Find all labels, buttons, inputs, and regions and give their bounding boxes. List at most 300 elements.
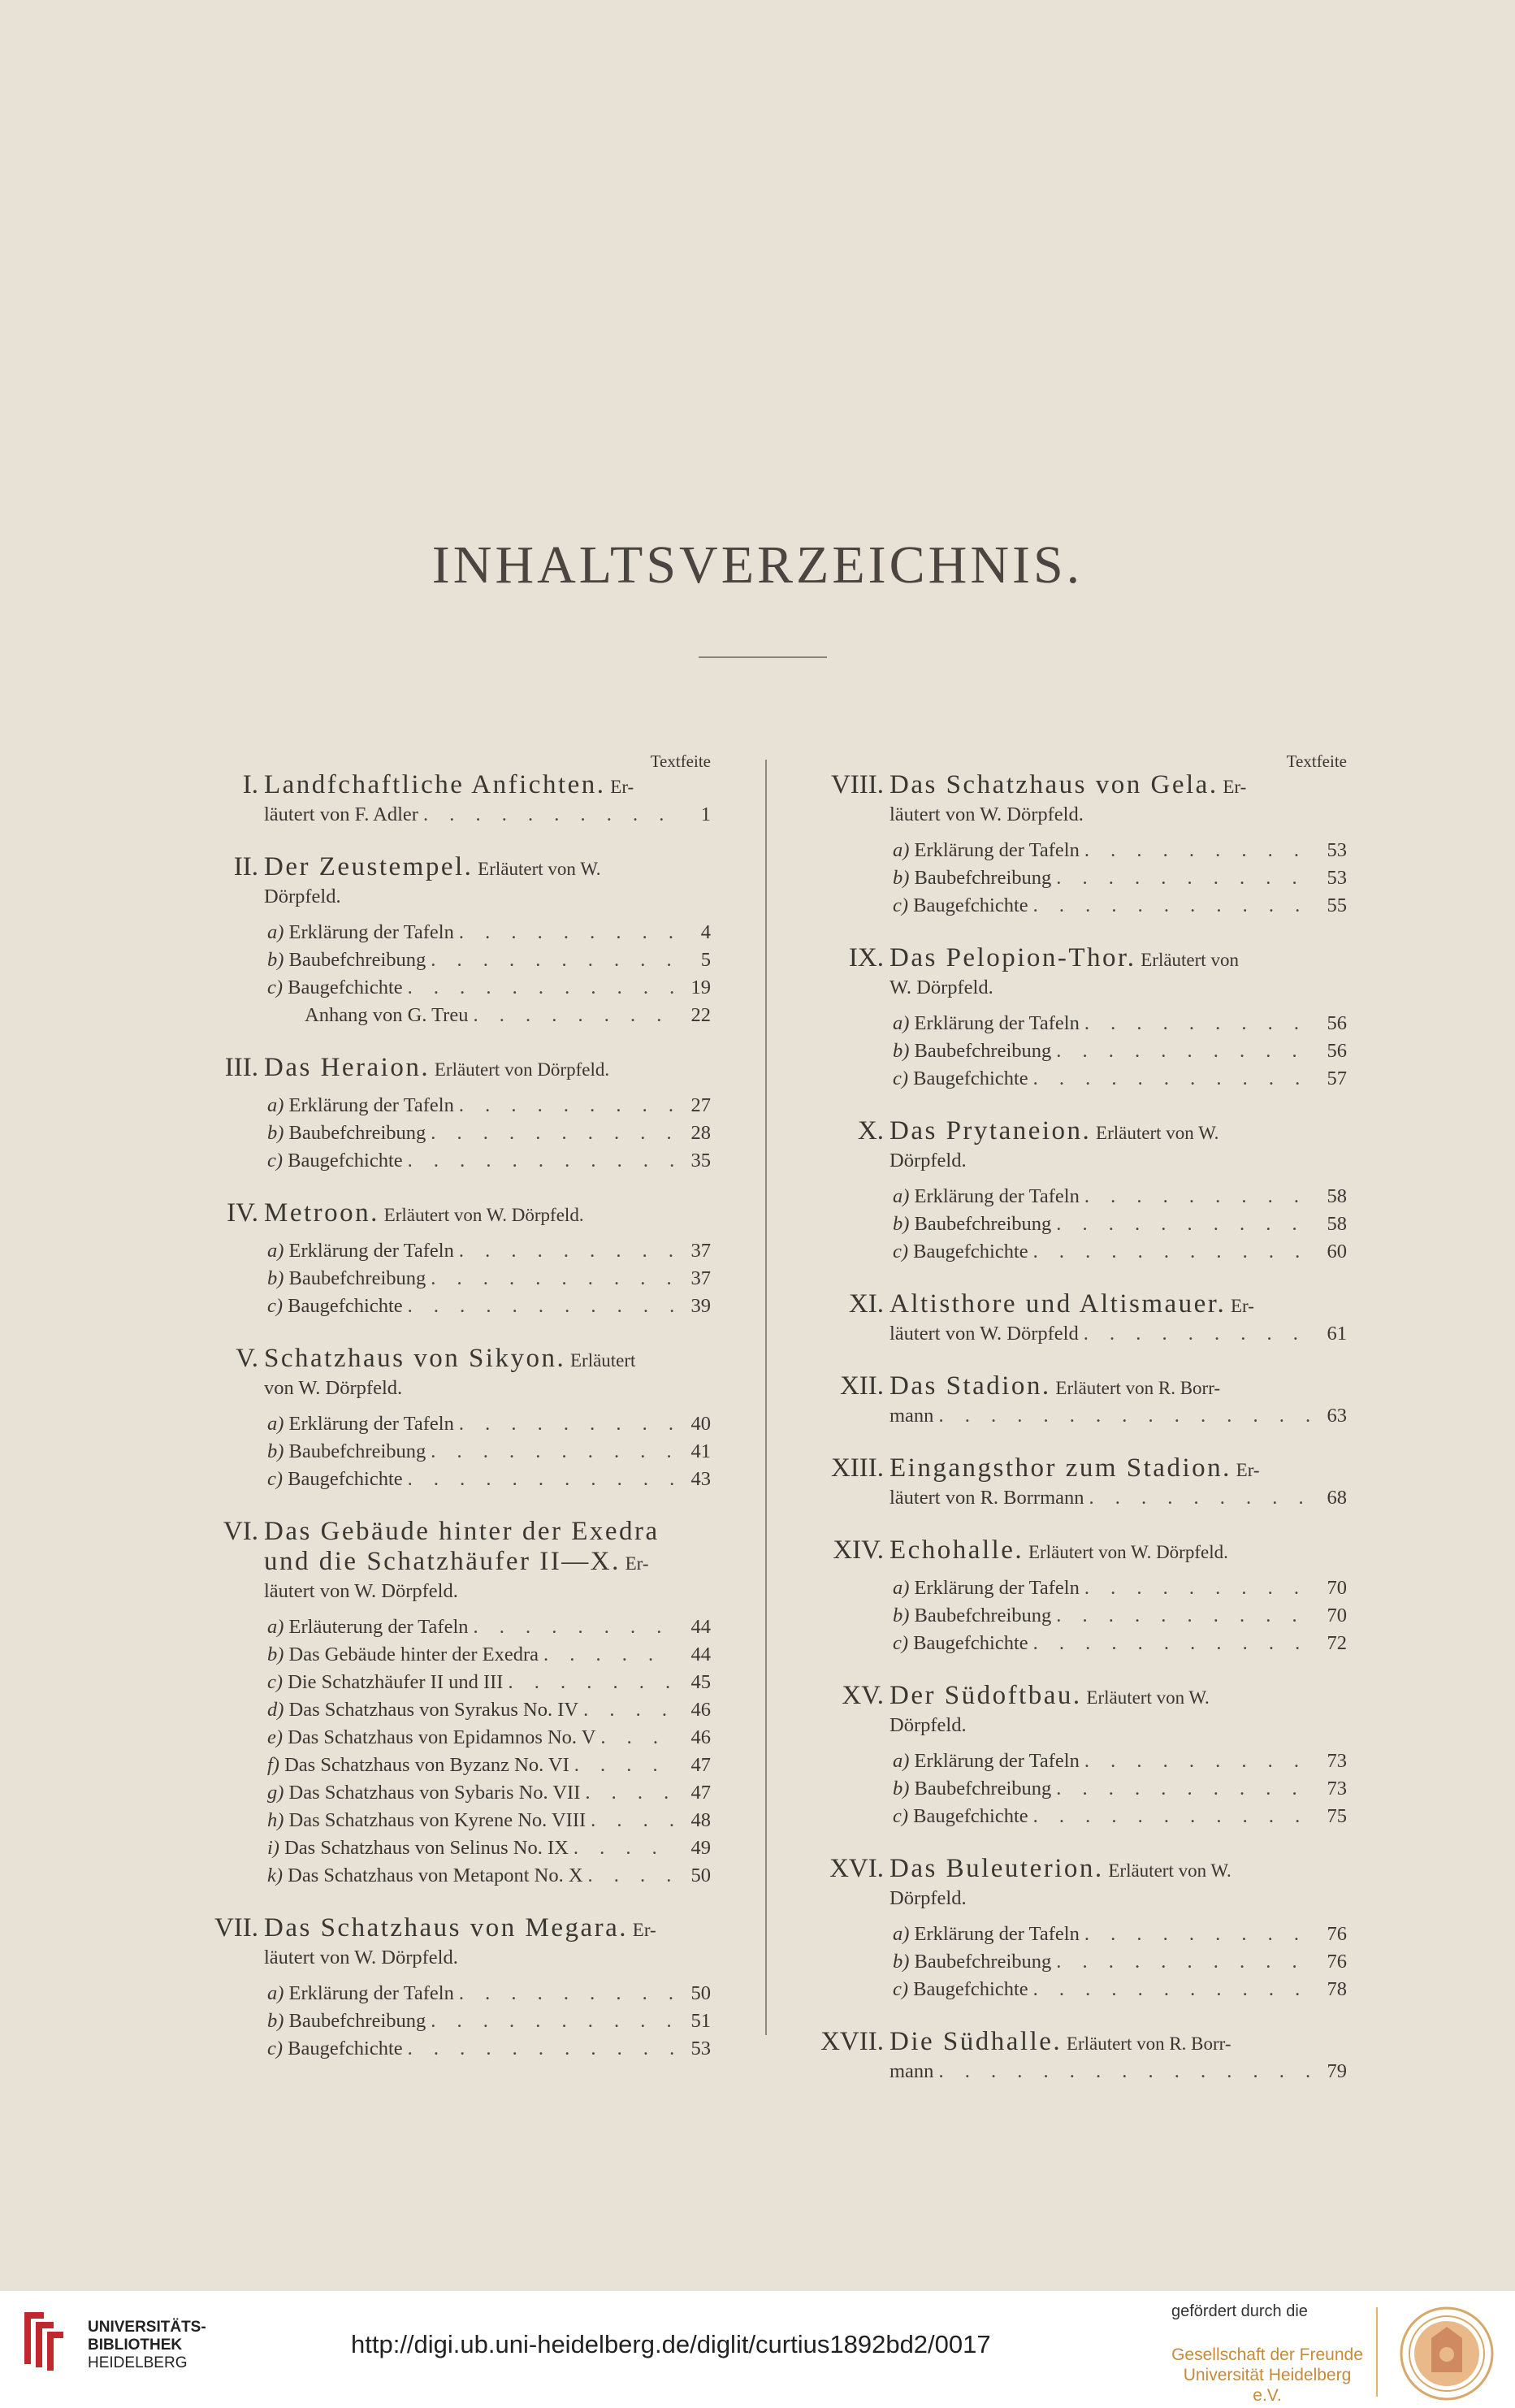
entry-label: c) [267, 1671, 284, 1693]
toc-right-column [820, 751, 1347, 2085]
library-name-line: HEIDELBERG [88, 2354, 188, 2371]
entry-label: a) [267, 1982, 284, 2004]
dot-leader [591, 1807, 673, 1834]
entry-list [264, 1237, 711, 1320]
continuation-text: läutert von W. Dörpfeld. [264, 1947, 458, 1968]
entry-label: d) [267, 1699, 284, 1721]
dot-leader [423, 801, 673, 829]
entry-text [267, 1807, 586, 1834]
entry-text [267, 1265, 426, 1293]
entry-label: b) [267, 2010, 284, 2032]
section-title: Das Schatzhaus von Megara. [264, 1913, 629, 1942]
entry-text [267, 1237, 454, 1265]
dot-leader [1084, 837, 1309, 864]
entry-list [890, 1748, 1347, 1830]
entry-label: c) [893, 1978, 909, 2000]
page-number: 41 [690, 1440, 711, 1462]
entry-title: Erklärung der Tafeln [914, 839, 1080, 861]
entry-title: Das Schatzhaus von Byzanz No. VI [284, 1754, 569, 1776]
entry-text [267, 1862, 583, 1890]
page-number: 70 [1327, 1605, 1347, 1626]
entry-text [267, 2035, 403, 2063]
page-number: 68 [1327, 1487, 1347, 1509]
toc-entry [890, 1921, 1347, 1948]
toc-section [195, 1914, 711, 2063]
continuation-text: läutert von W. Dörpfeld. [264, 1580, 458, 1602]
entry-list [890, 1574, 1347, 1657]
page-number: 56 [1327, 1040, 1347, 1062]
dot-leader [1089, 1484, 1309, 1512]
section-number: XVII. [820, 2027, 884, 2056]
entry-label: i) [267, 1837, 279, 1859]
section-heading [264, 1518, 711, 1548]
toc-section [195, 1518, 711, 1890]
toc-entry [890, 837, 1347, 864]
entry-text [267, 1466, 403, 1493]
entry-title: Das Schatzhaus von Selinus No. IX [284, 1837, 569, 1859]
dot-leader [431, 1438, 673, 1466]
dot-leader [543, 1641, 673, 1669]
entry-list [264, 1980, 711, 2063]
entry-title: Erläuterung der Tafeln [288, 1616, 469, 1638]
entry-title: Erklärung der Tafeln [288, 1094, 454, 1116]
toc-entry [890, 1065, 1347, 1093]
continuation-text: W. Dörpfeld. [890, 977, 993, 998]
entry-title: Baugefchichte [913, 1805, 1028, 1827]
section-author: Erläutert [569, 1350, 636, 1371]
entry-title: Baubefchreibung [914, 1778, 1052, 1800]
entry-label: c) [267, 977, 284, 998]
continuation-text: Dörpfeld. [264, 886, 341, 907]
entry-list [890, 1010, 1347, 1093]
entry-label: a) [893, 1750, 910, 1772]
toc-entry [264, 1752, 711, 1779]
page-number: 47 [690, 1754, 711, 1776]
section-author: Er- [1230, 1296, 1254, 1316]
entry-text [267, 1438, 426, 1466]
continuation-text: von W. Dörpfeld. [264, 1377, 403, 1399]
toc-entry [264, 1237, 711, 1265]
column-divider [765, 760, 767, 2035]
source-url-link[interactable]: http://digi.ub.uni-heidelberg.de/diglit/curtius1892bd2/0017 [351, 2330, 991, 2358]
section-author: Er- [1223, 777, 1247, 797]
section-heading [890, 1682, 1347, 1712]
entry-title: Baubefchreibung [288, 1267, 426, 1289]
library-logo-icon [16, 2307, 83, 2372]
section-heading [890, 1855, 1347, 1885]
entry-title: Baugefchichte [288, 977, 403, 998]
entry-text [893, 1775, 1051, 1803]
entry-title: Erklärung der Tafeln [914, 1923, 1080, 1945]
page-number: 48 [690, 1809, 711, 1831]
section-continuation [264, 801, 711, 829]
dot-leader [1056, 1037, 1309, 1065]
entry-label: a) [267, 921, 284, 943]
section-continuation [890, 2058, 1347, 2085]
section-title: Eingangsthor zum Stadion. [890, 1453, 1231, 1483]
page-number: 27 [690, 1094, 711, 1116]
entry-title: Erklärung der Tafeln [914, 1577, 1080, 1599]
entry-text [267, 1980, 454, 2007]
entry-title: Das Schatzhaus von Sybaris No. VII [288, 1782, 581, 1804]
entry-text [893, 1921, 1080, 1948]
section-title: Der Zeustempel. [264, 852, 474, 881]
page-number: 44 [690, 1616, 711, 1638]
dot-leader [938, 2058, 1309, 2085]
section-number: IV. [227, 1198, 258, 1228]
entry-label: a) [267, 1240, 284, 1262]
page-number: 56 [1327, 1012, 1347, 1034]
page-number: 37 [690, 1267, 711, 1289]
entry-label: b) [893, 867, 910, 889]
toc-section [820, 2028, 1347, 2085]
entry-label: b) [267, 1440, 284, 1462]
page-number: 79 [1327, 2060, 1347, 2082]
toc-entry [264, 1120, 711, 1147]
toc-entry [890, 1748, 1347, 1775]
section-heading [264, 853, 711, 883]
toc-section [195, 1199, 711, 1320]
page-number: 39 [690, 1295, 711, 1317]
section-continuation [890, 1484, 1347, 1512]
entry-text [267, 2007, 426, 2035]
dot-leader [408, 2035, 673, 2063]
toc-section [820, 1682, 1347, 1830]
entry-text [267, 1641, 539, 1669]
entry-label: c) [267, 2038, 284, 2059]
section-title: Metroon. [264, 1198, 379, 1228]
page-number: 53 [1327, 867, 1347, 889]
section-continuation [890, 1320, 1347, 1348]
entry-text [893, 1948, 1051, 1976]
dot-leader [1084, 1183, 1309, 1210]
page-number: 40 [690, 1413, 711, 1435]
toc-entry [890, 1210, 1347, 1238]
section-title: Das Stadion. [890, 1371, 1051, 1401]
section-heading [890, 1454, 1347, 1484]
section-title: Das Schatzhaus von Gela. [890, 770, 1218, 799]
entry-label: a) [893, 839, 910, 861]
toc-section [820, 1454, 1347, 1512]
university-seal-icon [1399, 2306, 1495, 2402]
dot-leader [1033, 1238, 1309, 1266]
toc-entry [264, 919, 711, 946]
page-number: 76 [1327, 1951, 1347, 1973]
toc-entry [890, 1037, 1347, 1065]
entry-text [267, 1092, 454, 1120]
page-number: 37 [690, 1240, 711, 1262]
toc-entry [264, 1613, 711, 1641]
sponsor-divider [1376, 2307, 1378, 2397]
dot-leader [1056, 1775, 1309, 1803]
toc-section [820, 1290, 1347, 1348]
page-number: 73 [1327, 1778, 1347, 1800]
entry-title: Erklärung der Tafeln [288, 921, 454, 943]
section-number: VI. [223, 1517, 258, 1546]
page-number: 72 [1327, 1632, 1347, 1654]
entry-text [267, 974, 403, 1002]
toc-entry [890, 1948, 1347, 1976]
page-number: 70 [1327, 1577, 1347, 1599]
entry-label: b) [267, 1644, 284, 1665]
section-heading [264, 1054, 711, 1084]
page-number: 45 [690, 1671, 711, 1693]
page-number: 58 [1327, 1213, 1347, 1235]
entry-title: Baubefchreibung [914, 1605, 1052, 1626]
section-title: Das Heraion. [264, 1053, 431, 1082]
page-number: 46 [690, 1726, 711, 1748]
entry-title: Das Schatzhaus von Syrakus No. IV [288, 1699, 579, 1721]
toc-entry [890, 1574, 1347, 1602]
section-continuation [890, 1885, 1347, 1912]
toc-entry [890, 1976, 1347, 2003]
page-number: 76 [1327, 1923, 1347, 1945]
section-heading [890, 771, 1347, 801]
entry-title: Das Schatzhaus von Metapont No. X [288, 1864, 583, 1886]
toc-entry [890, 1010, 1347, 1037]
entry-label: c) [893, 894, 909, 916]
continuation-text: Dörpfeld. [890, 1887, 967, 1909]
section-author: Erläutert von W. [1086, 1687, 1210, 1708]
entry-list [264, 1410, 711, 1493]
entry-label: b) [893, 1605, 910, 1626]
entry-title: Erklärung der Tafeln [914, 1750, 1080, 1772]
section-title: Altisthore und Altismauer. [890, 1289, 1227, 1319]
toc-section [820, 1117, 1347, 1266]
entry-text [893, 1037, 1051, 1065]
entry-title: Erklärung der Tafeln [288, 1413, 454, 1435]
section-author: Erläutert von W. [478, 859, 601, 879]
toc-entry [264, 1696, 711, 1724]
entry-title: Baugefchichte [913, 1068, 1028, 1089]
toc-entry [264, 1002, 711, 1029]
page-number: 57 [1327, 1068, 1347, 1089]
section-heading [890, 1117, 1347, 1147]
dot-leader [431, 1265, 673, 1293]
entry-title: Erklärung der Tafeln [914, 1012, 1080, 1034]
toc-entry [264, 2007, 711, 2035]
entry-label: c) [893, 1068, 909, 1089]
page-number: 55 [1327, 894, 1347, 916]
entry-text [893, 1976, 1028, 2003]
entry-title: Erklärung der Tafeln [288, 1982, 454, 2004]
dot-leader [1056, 1210, 1309, 1238]
page-number: 51 [690, 2010, 711, 2032]
section-title: und die Schatzhäufer II—X. [264, 1547, 621, 1576]
section-continuation [264, 1944, 711, 1972]
dot-leader [1084, 1320, 1309, 1348]
section-continuation [264, 1578, 711, 1605]
entry-title: Das Gebäude hinter der Exedra [288, 1644, 539, 1665]
toc-section [195, 1345, 711, 1493]
section-author: Erläutert von W. [1096, 1123, 1219, 1143]
section-continuation [890, 1402, 1347, 1430]
section-number: XII. [839, 1371, 884, 1401]
section-number: XV. [842, 1681, 884, 1710]
entry-text [893, 1803, 1028, 1830]
toc-section [820, 944, 1347, 1093]
dot-leader [585, 1779, 673, 1807]
section-number: II. [233, 852, 258, 881]
entry-list [890, 837, 1347, 920]
entry-title: Baugefchichte [288, 1150, 403, 1172]
page-title: INHALTSVERZEICHNIS. [431, 535, 1084, 595]
dot-leader [1084, 1748, 1309, 1775]
continuation-text: läutert von F. Adler [264, 803, 418, 825]
entry-title: Das Schatzhaus von Kyrene No. VIII [288, 1809, 587, 1831]
entry-title: Baubefchreibung [288, 2010, 426, 2032]
section-heading [890, 1290, 1347, 1320]
entry-text [893, 1210, 1051, 1238]
entry-label: c) [267, 1150, 284, 1172]
dot-leader [1033, 1065, 1309, 1093]
library-name-line: UNIVERSITÄTS- [88, 2319, 206, 2336]
dot-leader [574, 1834, 673, 1862]
dot-leader [1056, 1602, 1309, 1630]
entry-text [267, 1669, 503, 1696]
entry-title: Die Schatzhäufer II und III [288, 1671, 504, 1693]
entry-title: Baugefchichte [913, 1978, 1028, 2000]
entry-label: e) [267, 1726, 284, 1748]
toc-entry [264, 2035, 711, 2063]
section-number: X. [857, 1116, 884, 1146]
section-author: Er- [632, 1920, 656, 1940]
dot-leader [459, 1092, 673, 1120]
entry-list [264, 1613, 711, 1890]
dot-leader [459, 1410, 673, 1438]
dot-leader [459, 1237, 673, 1265]
section-author: Erläutert von W. Dörpfeld. [383, 1205, 584, 1225]
entry-text [267, 1779, 580, 1807]
entry-text [893, 1238, 1028, 1266]
toc-entry [264, 1779, 711, 1807]
page-number: 19 [690, 977, 711, 998]
sponsor-name [1170, 2345, 1365, 2406]
section-number: VIII. [830, 770, 884, 799]
footer-bar [0, 2291, 1515, 2408]
entry-label: c) [267, 1468, 284, 1490]
page-number: 49 [690, 1837, 711, 1859]
continuation-text: Dörpfeld. [890, 1714, 967, 1736]
dot-leader [408, 1293, 673, 1320]
page-number: 60 [1327, 1241, 1347, 1262]
section-title: Das Gebäude hinter der Exedra [264, 1517, 660, 1546]
entry-title: Baugefchichte [288, 1468, 403, 1490]
entry-text [893, 864, 1051, 892]
entry-label: h) [267, 1809, 284, 1831]
entry-text [305, 1002, 468, 1029]
entry-text [267, 919, 454, 946]
dot-leader [408, 1147, 673, 1175]
entry-text [893, 1574, 1080, 1602]
entry-list [264, 919, 711, 1029]
entry-label: a) [267, 1413, 284, 1435]
dot-leader [574, 1752, 673, 1779]
entry-title: Baubefchreibung [914, 1040, 1052, 1062]
entry-label: b) [267, 1122, 284, 1144]
entry-title: Baugefchichte [913, 894, 1028, 916]
toc-entry [264, 1862, 711, 1890]
page-number: 61 [1327, 1323, 1347, 1345]
dot-leader [938, 1402, 1309, 1430]
section-author: Erläutert von R. Borr- [1066, 2033, 1231, 2054]
entry-label: b) [267, 1267, 284, 1289]
continuation-text: Dörpfeld. [890, 1150, 967, 1172]
entry-list [264, 1092, 711, 1175]
toc-entry [264, 946, 711, 974]
entry-text [893, 1065, 1028, 1093]
section-number: XVI. [829, 1854, 884, 1883]
entry-text [893, 1010, 1080, 1037]
dot-leader [431, 1120, 673, 1147]
entry-list [890, 1183, 1347, 1266]
entry-label: c) [893, 1805, 909, 1827]
entry-title: Baubefchreibung [914, 1951, 1052, 1973]
section-continuation [890, 1147, 1347, 1175]
library-name [88, 2319, 206, 2372]
dot-leader [459, 1980, 673, 2007]
section-title: Die Südhalle. [890, 2027, 1063, 2056]
toc-entry [890, 1803, 1347, 1830]
dot-leader [474, 1613, 673, 1641]
entry-label: c) [267, 1295, 284, 1317]
page-number: 50 [690, 1864, 711, 1886]
entry-label: k) [267, 1864, 284, 1886]
dot-leader [600, 1724, 673, 1752]
entry-title: Baugefchichte [913, 1632, 1028, 1654]
entry-title: Baubefchreibung [914, 867, 1052, 889]
toc-entry [264, 1147, 711, 1175]
toc-entry [264, 974, 711, 1002]
entry-title: Erklärung der Tafeln [914, 1185, 1080, 1207]
entry-title: Anhang von G. Treu [305, 1004, 469, 1026]
page-number: 53 [1327, 839, 1347, 861]
section-heading [264, 1345, 711, 1375]
section-heading [890, 1536, 1347, 1566]
entry-title: Baubefchreibung [288, 1122, 426, 1144]
section-title: Echohalle. [890, 1535, 1024, 1565]
section-number: I. [242, 770, 258, 799]
entry-text [893, 837, 1080, 864]
section-author: Erläutert von Dörpfeld. [434, 1059, 610, 1080]
page-number: 46 [690, 1699, 711, 1721]
entry-label: a) [893, 1577, 910, 1599]
section-heading [264, 771, 711, 801]
section-title: Landfchaftliche Anfichten. [264, 770, 606, 799]
dot-leader [1084, 1010, 1309, 1037]
toc-entry [264, 1807, 711, 1834]
toc-entry [890, 1775, 1347, 1803]
sponsor-label: gefördert durch die [1171, 2302, 1308, 2320]
section-number: XIII. [830, 1453, 884, 1483]
dot-leader [1033, 1803, 1309, 1830]
sponsor-name-line: Gesellschaft der Freunde [1171, 2345, 1363, 2364]
toc-sections [195, 771, 711, 2063]
dot-leader [1033, 892, 1309, 920]
column-header: Textfeite [1286, 751, 1347, 771]
dot-leader [408, 1466, 673, 1493]
entry-text [893, 1630, 1028, 1657]
toc-entry [264, 1669, 711, 1696]
section-number: IX. [848, 943, 884, 972]
toc-entry [264, 1438, 711, 1466]
page-number: 5 [700, 949, 711, 971]
section-heading [890, 2028, 1347, 2058]
page-number: 35 [690, 1150, 711, 1172]
toc-entry [890, 1602, 1347, 1630]
page-number: 1 [700, 803, 711, 825]
entry-text [893, 1183, 1080, 1210]
